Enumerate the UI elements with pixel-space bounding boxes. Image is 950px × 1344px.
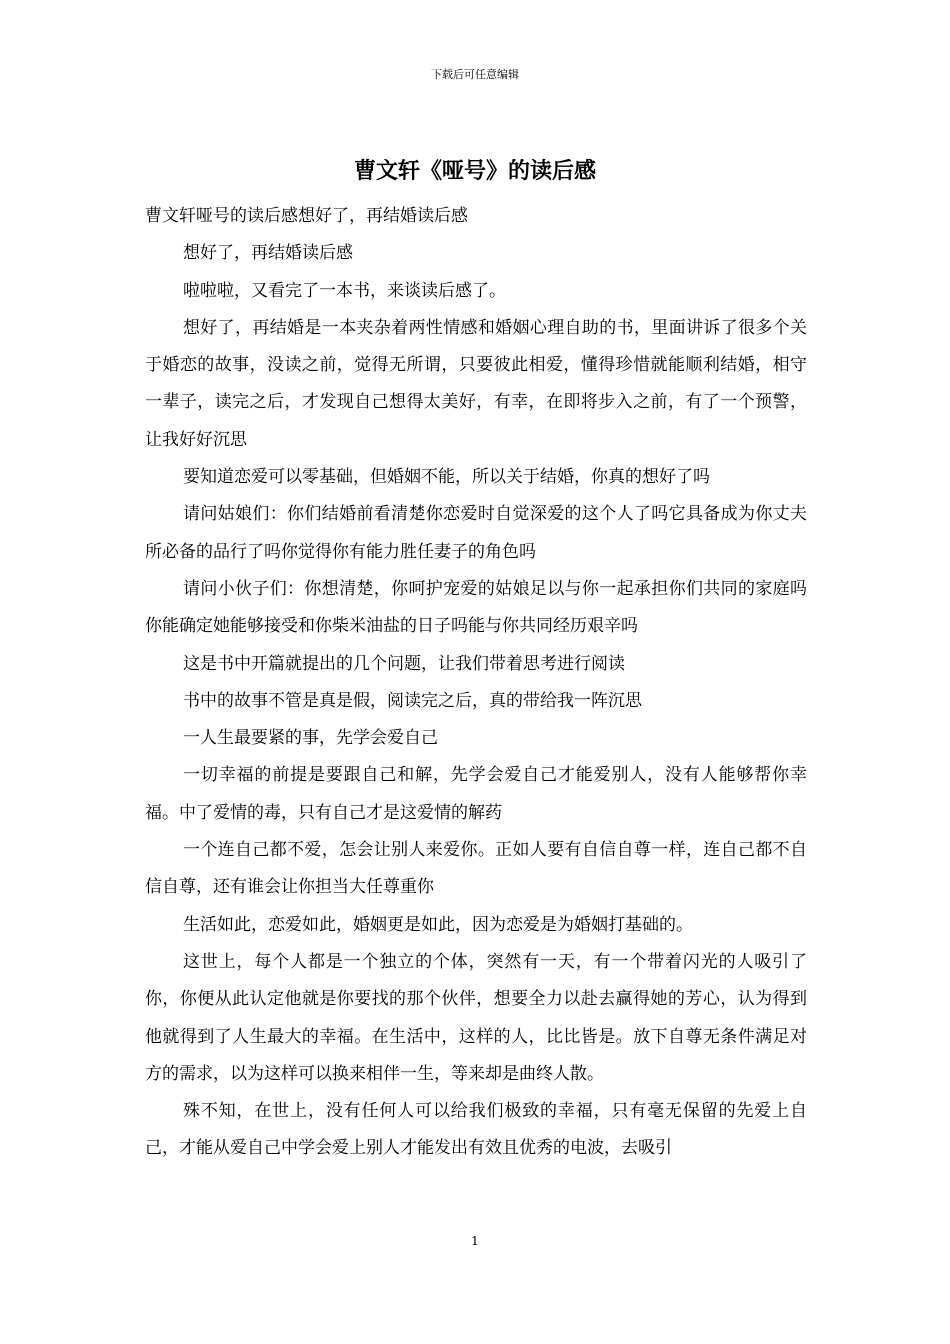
paragraph: 书中的故事不管是真是假，阅读完之后，真的带给我一阵沉思: [183, 690, 642, 711]
paragraph: 殊不知，在世上，没有任何人可以给我们极致的幸福，只有毫无保留的先爱上自己，才能从爱自己中学会爱上别人才能发出有效且优秀的电波，去吸引: [145, 1101, 807, 1159]
paragraph: 请问姑娘们：你们结婚前看清楚你恋爱时自觉深爱的这个人了吗它具备成为你丈夫所必备的品行了吗你觉得你有能力胜任妻子的角色吗: [145, 504, 807, 562]
paragraph: 请问小伙子们：你想清楚，你呵护宠爱的姑娘足以与你一起承担你们共同的家庭吗你能确定她能够接受和你柴米油盐的日子吗能与你共同经历艰辛吗: [145, 578, 807, 637]
header-note: 下载后可任意编辑: [431, 68, 519, 81]
paragraph: 这世上，每个人都是一个独立的个体，突然有一天，有一个带着闪光的人吸引了你，你便从此认定他就是你要找的那个伙伴，想要全力以赴去赢得她的芳心，认为得到他就得到了人生最大的幸福。在生活中，这样的人，比比皆是。放下自尊无条件满足对方的需求，以为这样可以换来相伴一生，等来却是曲终人散。: [145, 951, 807, 1084]
paragraph: 这是书中开篇就提出的几个问题，让我们带着思考进行阅读: [183, 653, 625, 674]
paragraph: 曹文轩哑号的读后感想好了，再结婚读后感: [145, 206, 468, 226]
paragraph: 想好了，再结婚读后感: [183, 243, 353, 264]
document-body: [145, 198, 807, 1168]
page-number: 1: [471, 1234, 479, 1248]
paragraph: 想好了，再结婚是一本夹杂着两性情感和婚姻心理自助的书，里面讲诉了很多个关于婚恋的故事，没读之前，觉得无所谓，只要彼此相爱，懂得珍惜就能顺利结婚，相守一辈子，读完之后，才发现自己想得太美好，有幸，在即将步入之前，有了一个预警，让我好好沉思: [145, 317, 807, 450]
paragraph: 要知道恋爱可以零基础，但婚姻不能，所以关于结婚，你真的想好了吗: [183, 467, 710, 488]
paragraph: 生活如此，恋爱如此，婚姻更是如此，因为恋爱是为婚姻打基础的。: [183, 914, 693, 935]
paragraph: 一个连自己都不爱，怎会让别人来爱你。正如人要有自信自尊一样，连自己都不自信自尊，还有谁会让你担当大任尊重你: [145, 840, 807, 898]
paragraph: 一人生最要紧的事，先学会爱自己: [183, 728, 438, 749]
document-title: 曹文轩《哑号》的读后感: [353, 158, 596, 184]
paragraph: 一切幸福的前提是要跟自己和解，先学会爱自己才能爱别人，没有人能够帮你幸福。中了爱情的毒，只有自己才是这爱情的解药: [145, 765, 807, 823]
paragraph: 啦啦啦，又看完了一本书，来谈读后感了。: [183, 280, 506, 301]
